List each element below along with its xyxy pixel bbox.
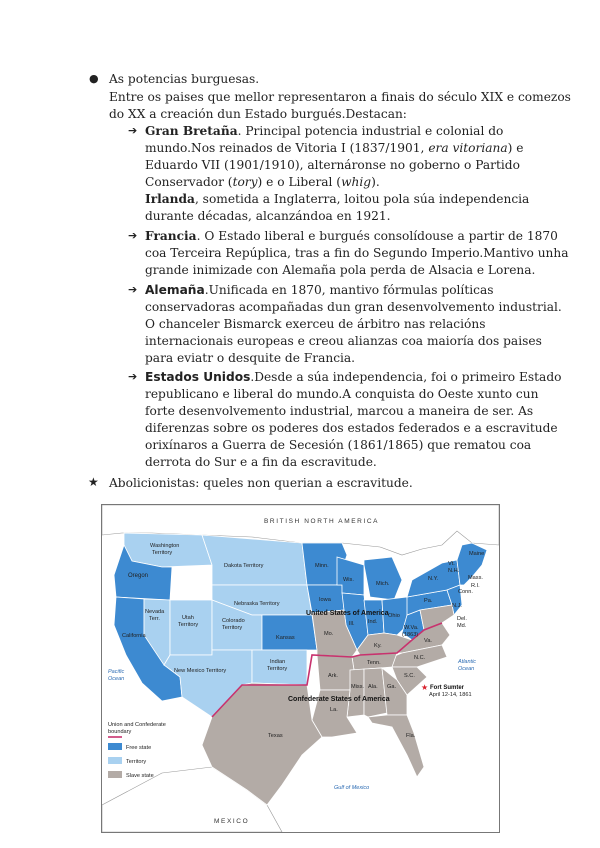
- label-mo: Mo.: [324, 631, 334, 637]
- label-indian-1: Indian: [270, 659, 286, 665]
- label-mich: Mich.: [376, 581, 390, 587]
- label-oregon: Oregon: [128, 573, 149, 579]
- label-la: La.: [330, 707, 338, 713]
- gb-line-6: durante décadas, alcanzándoa en 1921.: [145, 209, 391, 223]
- label-ind: Ind.: [368, 619, 378, 625]
- label-ri: R.I.: [471, 583, 480, 589]
- legend-territory-label: Territory: [126, 759, 147, 765]
- arrow-bullet-icon: ➔: [128, 283, 138, 296]
- legend-free-label: Free state: [126, 745, 152, 751]
- label-nevada-1: Nevada: [145, 609, 165, 615]
- gb-line-4: Conservador (tory) e o Liberal (whig).: [145, 175, 380, 189]
- civil-war-map: [101, 504, 500, 833]
- legend-territory-swatch: [108, 757, 122, 764]
- label-sc: S.C.: [404, 673, 415, 679]
- label-va: Va.: [424, 638, 432, 644]
- us-line-5: orixínaros a Guerra de Secesión (1861/1865) que rematou coa: [145, 438, 532, 452]
- label-pacific-1: Pacific: [108, 669, 125, 675]
- label-fla: Fla.: [406, 733, 416, 739]
- de-line-1: Alemaña.Unificada en 1870, mantivo fórmulas políticas: [145, 283, 494, 297]
- label-nh: N.H.: [448, 568, 460, 574]
- de-line-3: O chanceler Bismarck exerceu de árbitro nas relacións: [145, 317, 486, 331]
- label-washington-1: Washington: [150, 543, 180, 549]
- intro-line: Entre os paises que mellor representaron a finais do século XIX e comezos: [109, 90, 571, 104]
- label-nevada-2: Terr.: [149, 616, 160, 622]
- label-washington-2: Territory: [152, 550, 173, 556]
- label-colorado-2: Territory: [222, 625, 243, 631]
- fort-sumter-star-icon: ★: [421, 683, 429, 692]
- label-md: Md.: [457, 623, 467, 629]
- label-tenn: Tenn.: [367, 660, 381, 666]
- label-conn: Conn.: [458, 589, 473, 595]
- intro-line: do XX a creación dun Estado burgués.Destacan:: [109, 107, 407, 121]
- label-fort-date: April 12-14, 1861: [429, 692, 472, 698]
- label-del: Del.: [457, 616, 467, 622]
- fr-name: Francia: [145, 229, 197, 243]
- us-line-2: republicano e liberal do mundo.A conquista do Oeste xunto cun: [145, 387, 539, 401]
- label-british-north-america: BRITISH NORTH AMERICA: [264, 518, 380, 525]
- abolicionistas-line: Abolicionistas: queles non querian a escravitude.: [109, 476, 413, 490]
- us-line-3: forte desenvolvemento industrial, marcou a maneira de ser. As: [145, 404, 534, 418]
- arrow-bullet-icon: ➔: [128, 124, 138, 137]
- label-utah-2: Territory: [178, 622, 199, 628]
- label-wva-1: W.Va.: [404, 625, 419, 631]
- us-line-1: Estados Unidos.Desde a súa independencia, foi o primeiro Estado: [145, 370, 562, 384]
- gb-line-3: Eduardo VII (1901/1910), alternáronse no goberno o Partido: [145, 158, 520, 172]
- legend-free-swatch: [108, 743, 122, 750]
- irlanda-name: Irlanda: [145, 192, 195, 206]
- label-pa: Pa.: [424, 598, 433, 604]
- gb-line-2: mundo.Nos reinados de Vitoria I (1837/1901, era vitoriana) e: [145, 141, 524, 155]
- label-wva-2: (1863): [402, 632, 419, 638]
- fr-line-1: Francia. O Estado liberal e burgués consolídouse a partir de 1870: [145, 229, 558, 243]
- label-california: California: [122, 633, 146, 639]
- bullet-dot: ●: [89, 72, 99, 85]
- label-indian-2: Territory: [267, 666, 288, 672]
- label-dakota: Dakota Territory: [224, 563, 264, 569]
- fr-line-2: coa Terceira Repúplica, tras a fin do Segundo Imperio.Mantivo unha: [145, 246, 569, 260]
- label-maine: Maine: [469, 551, 485, 557]
- label-ny: N.Y.: [428, 576, 439, 582]
- label-vt: Vt.: [448, 561, 455, 567]
- state-kansas: [262, 615, 317, 650]
- territory-dakota: [202, 535, 307, 585]
- label-fort-sumter: Fort Sumter: [430, 685, 465, 691]
- label-mass: Mass.: [468, 575, 483, 581]
- label-nc: N.C.: [414, 655, 426, 661]
- label-pacific-2: Ocean: [108, 676, 125, 682]
- label-ark: Ark.: [328, 673, 338, 679]
- label-nebraska: Nebraska Territory: [234, 601, 280, 607]
- label-ala: Ala.: [368, 684, 378, 690]
- us-name: Estados Unidos: [145, 370, 251, 384]
- legend-boundary-label-1: Union and Confederate: [108, 722, 166, 728]
- label-miss: Miss.: [351, 684, 365, 690]
- star-bullet-icon: ★: [88, 475, 99, 489]
- label-mexico: MEXICO: [214, 818, 250, 825]
- de-line-5: para eviatr o desquite de Francia.: [145, 351, 356, 365]
- legend-boundary-label-2: boundary: [108, 729, 132, 735]
- label-nj: N.J.: [452, 603, 462, 609]
- label-colorado-1: Colorado: [222, 618, 245, 624]
- gb-line-1: Gran Bretaña. Principal potencia industrial e colonial do: [145, 124, 504, 138]
- de-line-2: conservadoras acompañadas dun gran desenvolvemento industrial.: [145, 300, 562, 314]
- arrow-bullet-icon: ➔: [128, 370, 138, 383]
- label-iowa: Iowa: [319, 597, 331, 603]
- us-line-6: derrota do Sur e a fin da escravitude.: [145, 455, 377, 469]
- label-atlantic-1: Atlantic: [458, 659, 477, 665]
- label-ill: Ill.: [349, 621, 355, 627]
- arrow-bullet-icon: ➔: [128, 229, 138, 242]
- label-texas: Texas: [268, 733, 283, 739]
- fr-line-3: grande inimizade con Alemaña pola perda de Alsacia e Lorena.: [145, 263, 536, 277]
- gb-name: Gran Bretaña: [145, 124, 238, 138]
- label-ohio: Ohio: [388, 613, 400, 619]
- label-wis: Wis.: [343, 577, 354, 583]
- map-svg: [102, 505, 499, 832]
- section-heading: As potencias burguesas.: [109, 72, 260, 86]
- legend-slave-label: Slave state: [126, 773, 154, 779]
- label-minn: Minn.: [315, 563, 329, 569]
- label-gulf: Gulf of Mexico: [334, 785, 370, 791]
- de-name: Alemaña: [145, 283, 205, 297]
- gb-line-5: Irlanda, sometida a Inglaterra, loitou pola súa independencia: [145, 192, 530, 206]
- label-newmexico: New Mexico Territory: [174, 668, 227, 674]
- state-indiana: [364, 600, 384, 635]
- label-atlantic-2: Ocean: [458, 666, 475, 672]
- label-utah-1: Utah: [182, 615, 194, 621]
- de-line-4: internacionais europeas e creou alianzas coa maioría dos paises: [145, 334, 542, 348]
- label-union: United States of America: [306, 610, 389, 617]
- legend-slave-swatch: [108, 771, 122, 778]
- label-ky: Ky.: [374, 643, 382, 649]
- us-line-4: diferenzas sobre os poderes dos estados federados e a escravitude: [145, 421, 558, 435]
- label-ga: Ga.: [387, 684, 397, 690]
- label-kansas: Kansas: [276, 635, 295, 641]
- label-confederate: Confederate States of America: [288, 696, 390, 703]
